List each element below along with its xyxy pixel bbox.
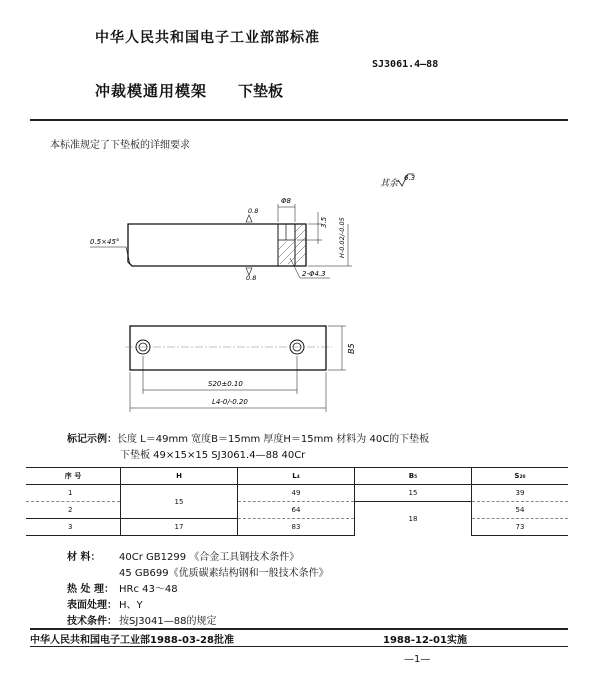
col-header-l: L₄: [238, 468, 355, 485]
roughness-value: 6.3: [404, 174, 416, 182]
chamfer-label: 0.5×45°: [90, 238, 120, 246]
heat-treatment: 热 处 理： HRc 43～48: [67, 584, 178, 595]
hole-spacing-dimension: S20±0.10: [208, 380, 243, 388]
hole-depth: 3.5: [320, 216, 328, 228]
footer-rule: [30, 628, 568, 630]
material-line-2: 45 GB699《优质碳素结构钢和一般技术条件》: [119, 568, 329, 579]
dimension-table: [26, 467, 568, 536]
example-line-1: 标记示例：长度 L＝49mm 宽度B＝15mm 厚度H＝15mm 材料为 40C的下垫板: [67, 434, 430, 445]
technical-conditions: 技术条件： 按SJ3041—88的规定: [67, 616, 217, 627]
page-number: —1—: [404, 654, 431, 665]
approval-note: 中华人民共和国电子工业部1988-03-28批准: [30, 635, 234, 646]
top-view: [125, 326, 356, 412]
table-header-row: [26, 468, 568, 485]
roughness-bottom: 0.8: [246, 274, 257, 282]
width-dimension: B5: [347, 343, 356, 354]
holes-note: 2-Φ4.3: [302, 270, 326, 278]
col-header-h: H: [121, 468, 238, 485]
hole-diameter: Φ8: [281, 197, 291, 205]
material-line-1: 材 料： 40Cr GB1299 《合金工具钢技术条件》: [67, 552, 300, 563]
surface-treatment: 表面处理： H、Y: [67, 600, 143, 611]
side-view: [90, 197, 352, 282]
height-dimension: H-0.02/-0.05: [338, 217, 346, 258]
col-header-b: B₅: [355, 468, 472, 485]
issuing-organization: 中华人民共和国电子工业部部标准: [95, 30, 320, 46]
table-row: 3 17 83 73: [26, 519, 568, 536]
standard-number: SJ3061.4—88: [372, 59, 439, 70]
intro-text: 本标准规定了下垫板的详细要求: [50, 140, 190, 151]
table-row: 1 15 49 15 39: [26, 485, 568, 502]
col-header-no: 序 号: [26, 468, 121, 485]
roughness-note: 其余: [380, 179, 399, 189]
effective-date: 1988-12-01实施: [383, 635, 467, 646]
document-subtitle: 下垫板: [238, 82, 284, 100]
example-line-2: 下垫板 49×15×15 SJ3061.4—88 40Cr: [120, 450, 306, 461]
footer-bottom-rule: [30, 646, 568, 647]
document-title: 冲裁模通用模架: [95, 82, 208, 100]
col-header-s: S₂₀: [472, 468, 569, 485]
table-row: 2 64 18 54: [26, 502, 568, 519]
length-dimension: L4-0/-0.20: [212, 398, 248, 406]
roughness-top: 0.8: [248, 207, 259, 215]
